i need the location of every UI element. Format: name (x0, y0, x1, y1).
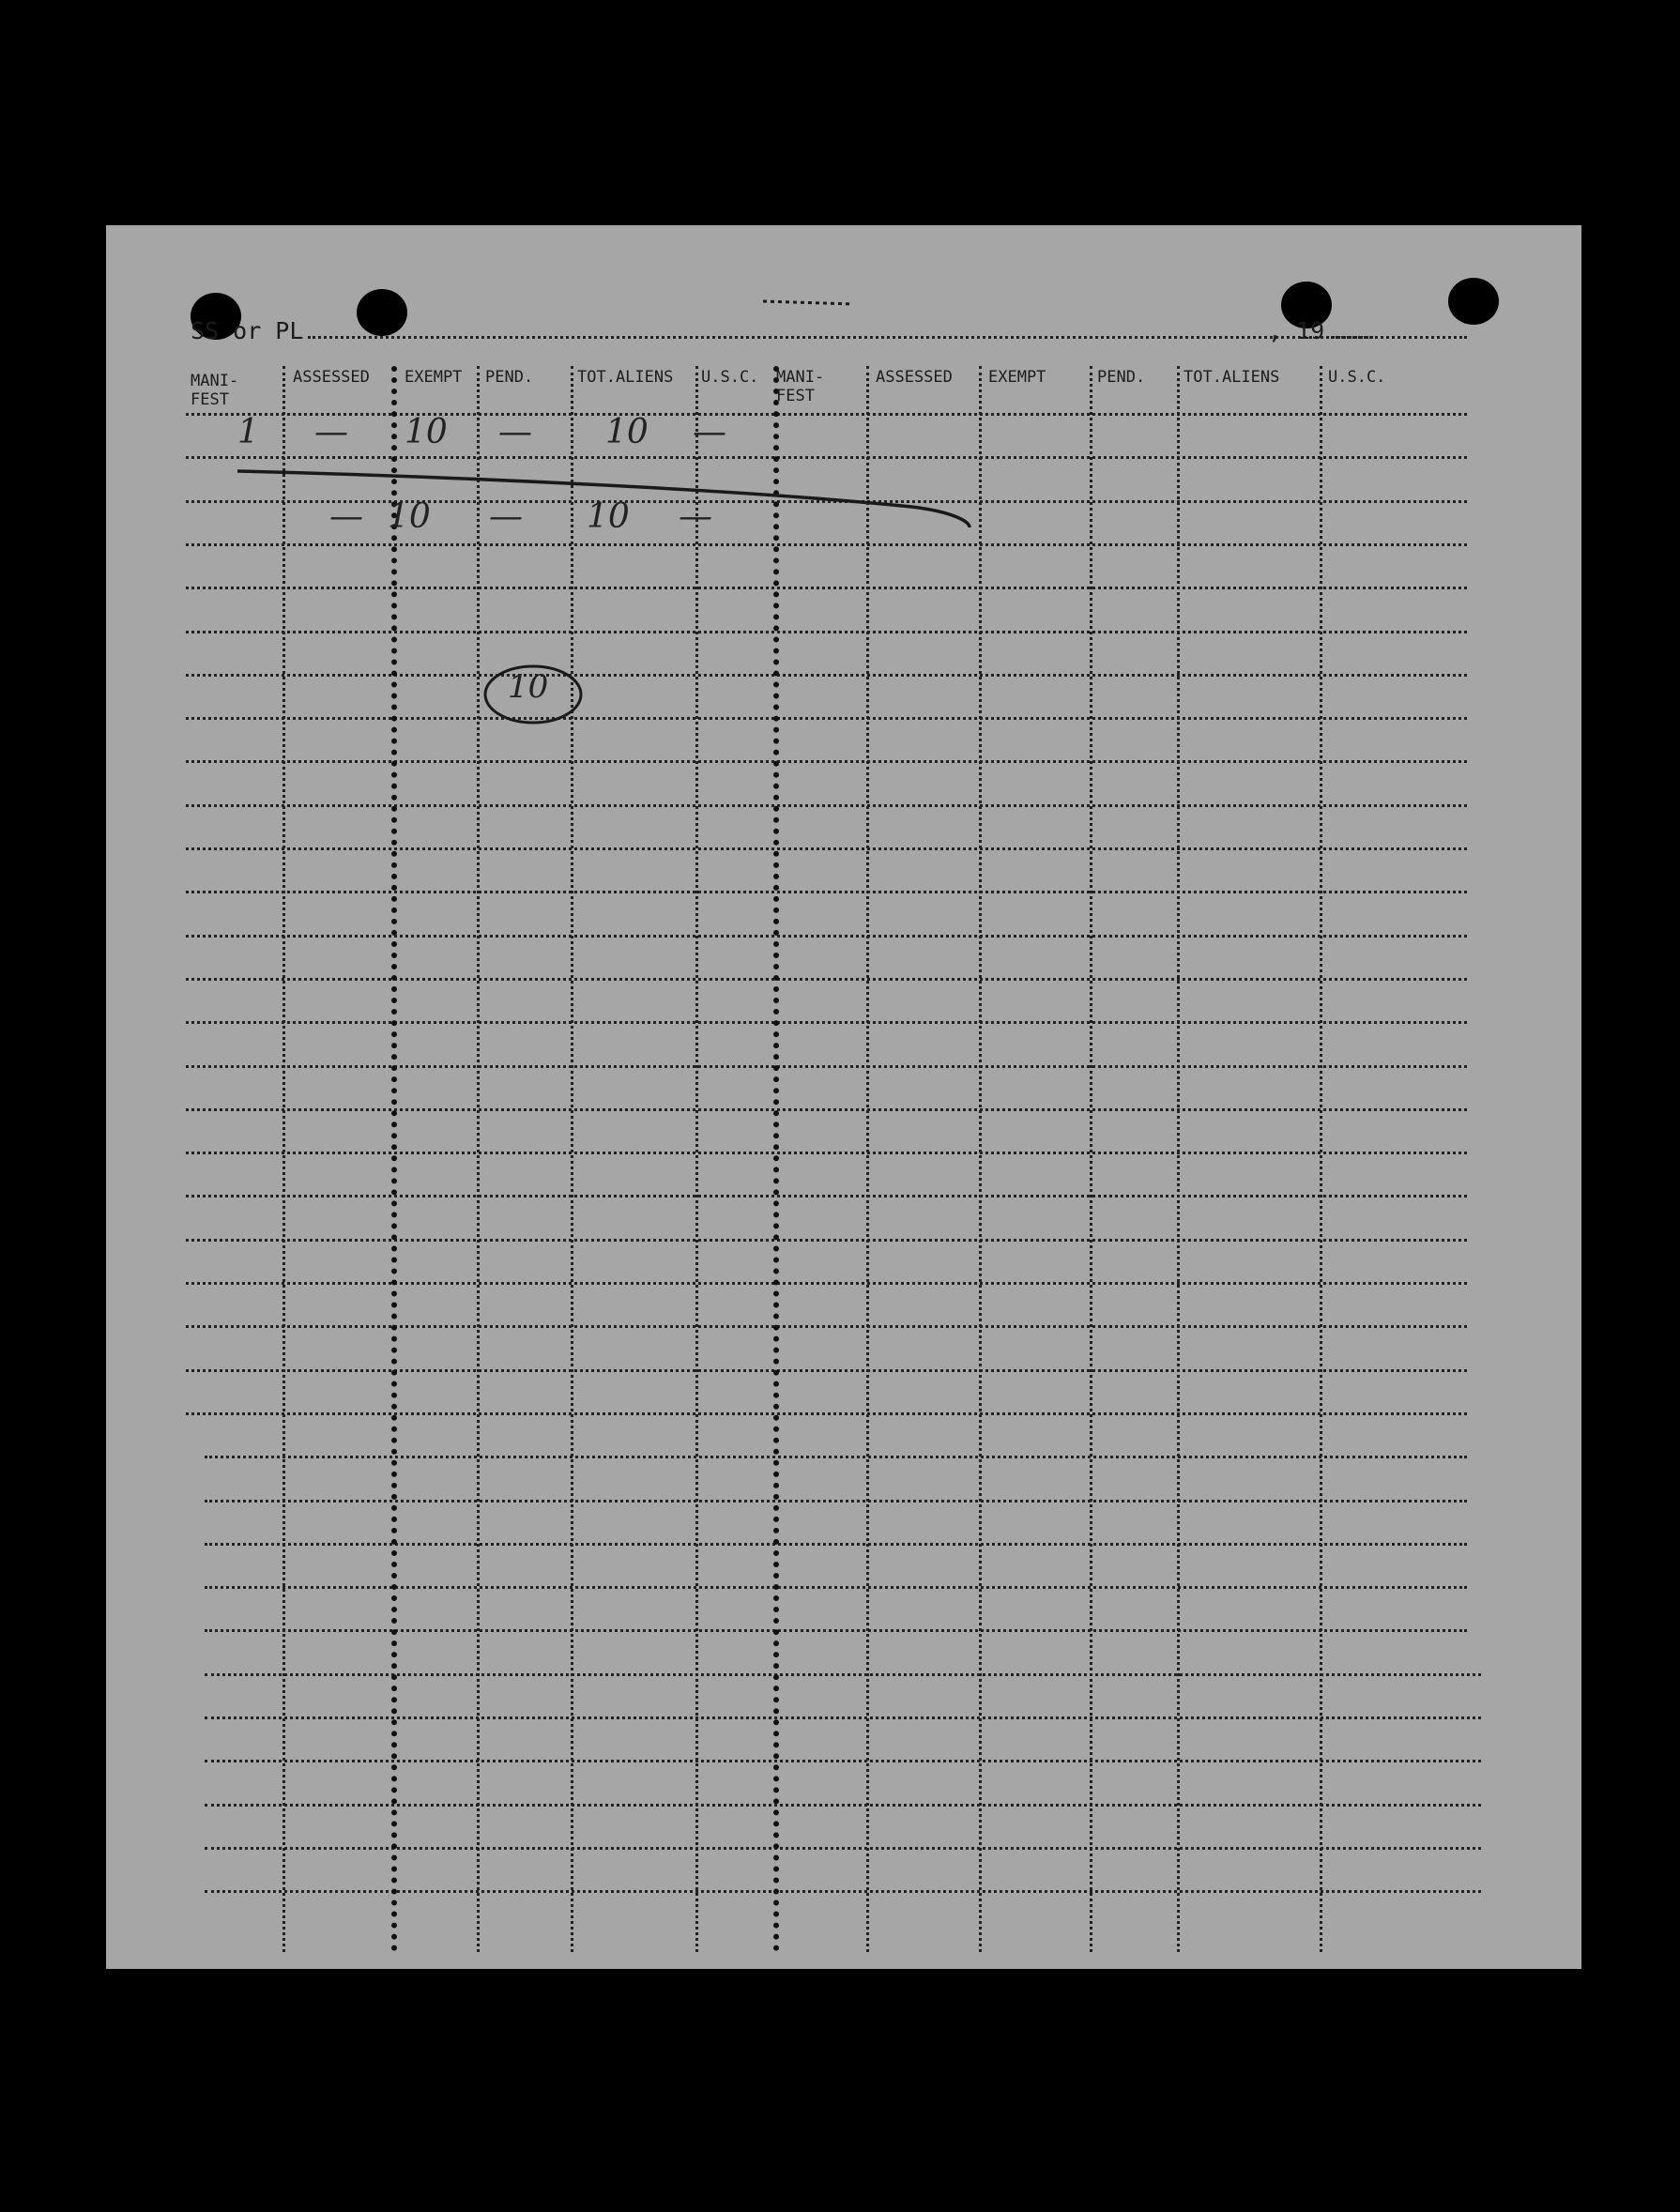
col-header-assessed-right: ASSESSED (876, 368, 953, 387)
col-header-assessed-left: ASSESSED (293, 368, 370, 387)
ink-marks (106, 225, 1581, 1969)
col-header-manifest-left: MANI- FEST (191, 372, 239, 409)
strike-line (237, 471, 970, 527)
entry-assessed: — (329, 497, 363, 536)
ship-label: SS or PL (191, 317, 304, 344)
entry-assessed: — (314, 413, 348, 451)
entry-pend: — (498, 413, 532, 451)
col-header-pend-right: PEND. (1097, 368, 1146, 387)
col-header-exempt-left: EXEMPT (405, 368, 463, 387)
form-sheet (106, 225, 1581, 1969)
entry-exempt: 10 (405, 413, 448, 451)
entry-manifest: 1 (237, 413, 259, 451)
entry-usc: — (693, 413, 726, 451)
entry-tot-aliens: 10 (587, 497, 630, 536)
header-tick (763, 301, 852, 304)
col-header-usc-left: U.S.C. (701, 368, 759, 387)
circled-total: 10 (508, 668, 549, 706)
entry-tot-aliens: 10 (605, 413, 649, 451)
col-header-tot-aliens-left: TOT.ALIENS (577, 368, 674, 387)
year-label: , 19 (1268, 317, 1325, 344)
col-header-exempt-right: EXEMPT (988, 368, 1046, 387)
col-header-pend-left: PEND. (485, 368, 534, 387)
total-circle (485, 666, 581, 723)
entry-usc: — (679, 497, 712, 536)
col-header-manifest-right: MANI- FEST (776, 368, 825, 405)
entry-pend: — (489, 497, 523, 536)
col-header-tot-aliens-right: TOT.ALIENS (1184, 368, 1280, 387)
entry-exempt: 10 (388, 497, 431, 536)
col-header-usc-right: U.S.C. (1328, 368, 1386, 387)
